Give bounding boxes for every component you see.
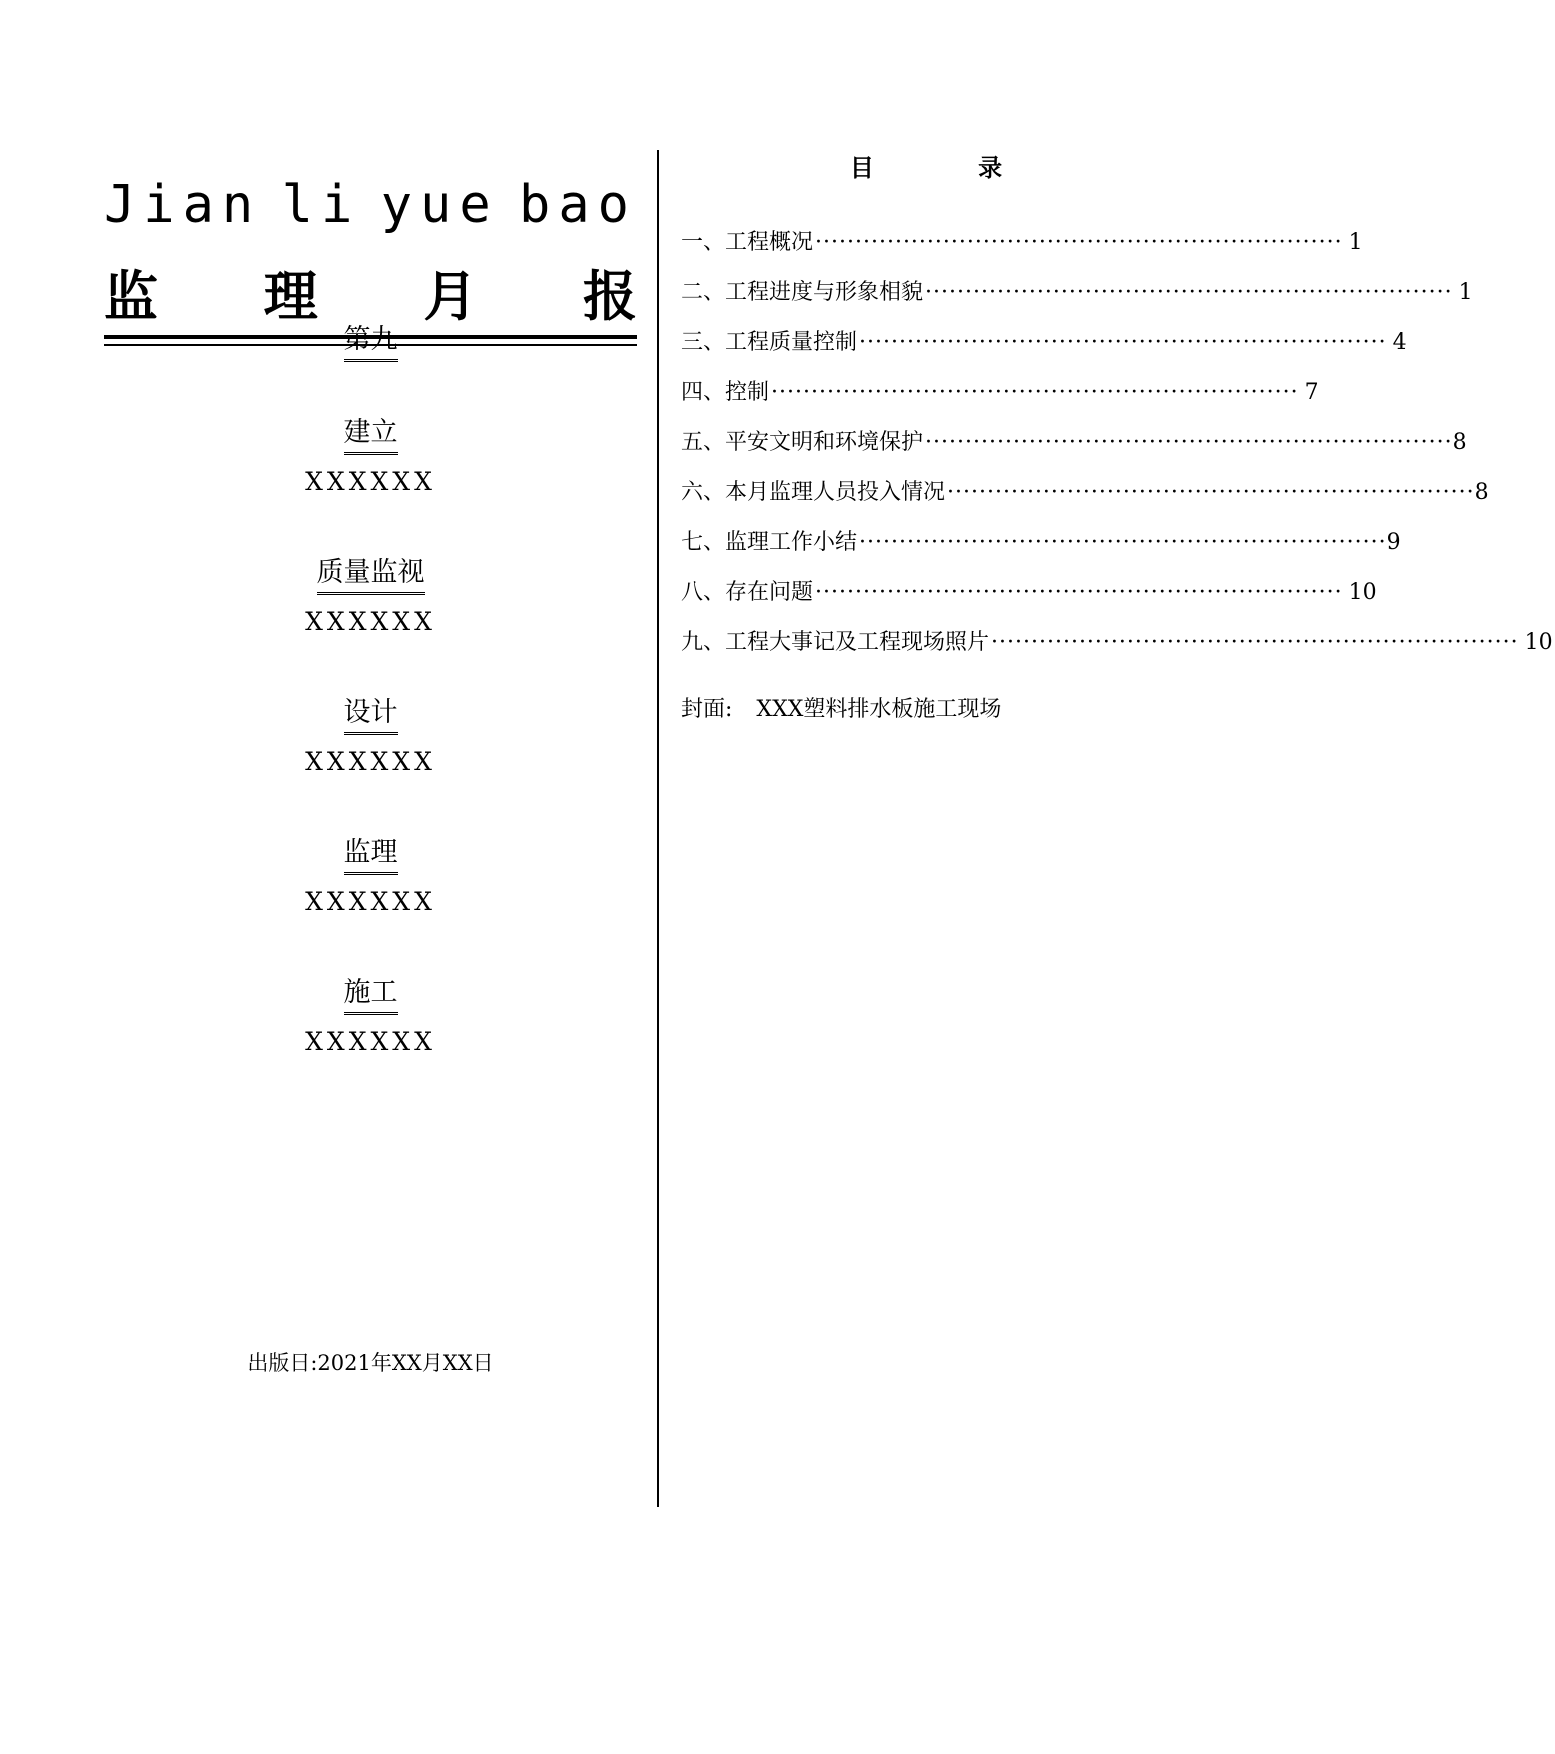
cover-note-label: 封面: [681, 697, 733, 722]
field-value: XXXXXX [305, 887, 436, 916]
cover-note-value: XXX塑料排水板施工现场 [756, 697, 1002, 722]
toc-item[interactable] [681, 278, 1473, 328]
title-cn-char: 理 [263, 265, 318, 328]
toc-leader-dots: ·································································· [815, 580, 1343, 605]
vertical-divider [657, 150, 659, 1507]
title-english [104, 175, 637, 235]
title-en-word: bao [519, 175, 637, 235]
toc-leader-dots: ·································································· [925, 280, 1453, 305]
field-label: 质量监视 [317, 555, 425, 595]
toc-item-page: 1 [1458, 280, 1473, 305]
field-supervisor [104, 835, 637, 919]
field-value: XXXXXX [305, 607, 436, 636]
toc-leader-dots: ·································································· [771, 380, 1299, 405]
toc-item-page: 7 [1304, 380, 1319, 405]
title-en-word: Jian [104, 175, 262, 235]
toc-leader-dots: ·································································· [859, 330, 1387, 355]
toc-leader-dots: ·································································· [925, 430, 1453, 455]
title-cn-char: 报 [582, 265, 637, 328]
toc-leader-dots: ·································································· [947, 480, 1475, 505]
toc-item-label: 五、平安文明和环境保护 [681, 430, 924, 455]
toc-leader-dots: ·································································· [815, 230, 1343, 255]
publication-date: 出版日:2021年XX月XX日 [247, 1351, 494, 1375]
title-cn-char: 监 [104, 265, 158, 328]
toc-item-page: 9 [1386, 530, 1401, 555]
toc-item[interactable] [681, 228, 1363, 278]
toc-leader-dots: ·································································· [991, 630, 1519, 655]
field-quality-supervision [104, 555, 637, 639]
toc-item-page: 1 [1348, 230, 1363, 255]
toc-title: 目 录 [849, 154, 1051, 182]
cover-page [104, 150, 637, 1450]
toc-item-label: 三、工程质量控制 [681, 330, 858, 355]
toc-item[interactable] [681, 378, 1319, 428]
toc-item[interactable] [681, 578, 1377, 628]
field-builder [104, 415, 637, 499]
toc-item-label: 一、工程概况 [681, 230, 814, 255]
toc-item-label: 四、控制 [681, 380, 770, 405]
toc-item[interactable] [681, 478, 1489, 528]
toc-item-label: 九、工程大事记及工程现场照片 [681, 630, 990, 655]
toc-item-page: 8 [1474, 480, 1489, 505]
toc-item-page: 8 [1452, 430, 1467, 455]
title-cn-char: 月 [423, 265, 478, 328]
toc-item-page: 10 [1524, 630, 1553, 655]
cover-note [681, 695, 1001, 725]
field-label: 设计 [344, 695, 398, 735]
title-en-word: yue [380, 175, 499, 235]
toc-leader-dots: ·································································· [859, 530, 1387, 555]
issue-field [104, 322, 637, 362]
field-construction [104, 975, 637, 1059]
toc-item-page: 10 [1348, 580, 1377, 605]
field-value: XXXXXX [305, 747, 436, 776]
toc-list [681, 228, 1553, 678]
field-label: 监理 [344, 835, 398, 875]
field-label: 施工 [344, 975, 398, 1015]
field-value: XXXXXX [305, 1027, 436, 1056]
table-of-contents [681, 150, 1553, 722]
toc-item-label: 七、监理工作小结 [681, 530, 858, 555]
toc-item[interactable] [681, 428, 1467, 478]
toc-item[interactable] [681, 528, 1401, 578]
toc-item-label: 六、本月监理人员投入情况 [681, 480, 946, 505]
title-en-word: li [281, 175, 361, 235]
toc-item-label: 二、工程进度与形象相貌 [681, 280, 924, 305]
field-label: 建立 [344, 415, 398, 455]
toc-item[interactable] [681, 328, 1407, 378]
toc-item-page: 4 [1392, 330, 1407, 355]
toc-item[interactable] [681, 628, 1553, 678]
issue-label: 第九 [344, 322, 398, 362]
field-design [104, 695, 637, 779]
toc-item-label: 八、存在问题 [681, 580, 814, 605]
field-value: XXXXXX [305, 467, 436, 496]
